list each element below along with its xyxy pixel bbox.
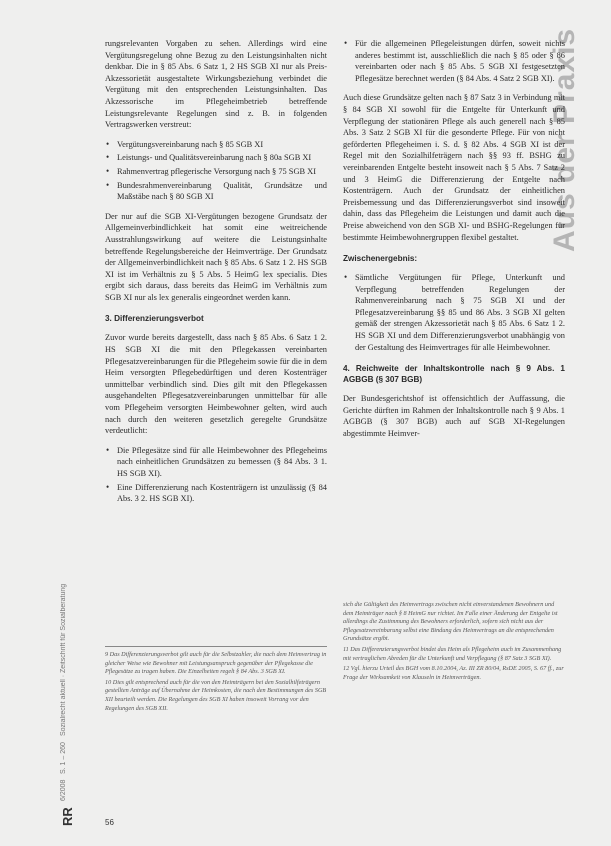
section-title: Aus der Praxis (548, 27, 581, 252)
list-item: • Eine Differenzierung nach Kostenträgern ist unzulässig (§ 84 Abs. 3 2. HS SGB XI). (117, 482, 327, 505)
paragraph: Zuvor wurde bereits dargestellt, dass nach § 85 Abs. 6 Satz 1 2. HS SGB XI die mit den Pflegekassen vereinbarten Pflegesatzvereinbarungen für die Pflegeheim sowie für die in dem Heim versorgten Pflegebedürftigen und deren Kostenträger unmittelbar verbindlich sind. Dies gilt mit den Pflegekassen ausgehandelten Pflegesatzvereinbarungen unmittelbar für alle vom Pflegeheim versorgten Heimbewohner gelten, wird auch nach durch den weiteren gesetzlich geregelte Grundsätze verdeutlicht: (105, 333, 327, 436)
footnote: 12 Vgl. hierzu Urteil des BGH vom 8.10.2004, Az. III ZR 80/04, RsDE 2005, S. 67 ff., zur Frage der Wirksamkeit von Klauseln in Heimverträgen. (343, 665, 564, 681)
journal-side-strip (60, 270, 80, 830)
bullet-list (343, 38, 565, 84)
section-heading: 3. Differenzierungsverbot (105, 314, 204, 324)
footnote: 11 Das Differenzierungsverbot bindet das Heim als Pflegeheim auch im Zusammenhang mit vertraglichen Abreden für die Unterkunft und Verpflegung (§ 87 Satz 3 SGB XI). (343, 645, 562, 662)
list-item: • Für die allgemeinen Pflegeleistungen dürfen, soweit nichts anderes bestimmt ist, ausschließlich die nach § 85 oder § 86 vereinbarten oder nach § 85 Abs. 5 SGB XI festgesetzten Pflegesätze berechnet werden (§ 84 Abs. 4 Satz 2 SGB XI). (355, 38, 565, 84)
bullet-list (105, 445, 327, 505)
list-item: • Rahmenvertrag pflegerische Versorgung nach § 75 SGB XI (117, 166, 327, 178)
left-column (105, 38, 327, 513)
footnote: 9 Das Differenzierungsverbot gilt auch für die Selbstzahler, die nach dem Heimvertrag in gleicher Weise wie Bewohner mit Leistungsanspruch gegenüber der Pflegekasse die Pflegesätze zu tragen haben. Die Einzelheiten regelt § 84 Abs. 3 SGB XI. (105, 651, 327, 676)
footnote: 10 Dies gilt entsprechend auch für die von den Heimträgern bei den Sozialhilfeträgern gestellten Anträge auf Übernahme der Heimkosten, die nach den Bestimmungen des SGB XII beurteilt werden. Die Regelungen des SGB XI haben insoweit Vorrang vor den Regelungen des SGB XII. (105, 678, 327, 712)
bullet-list (105, 139, 327, 203)
paragraph: Der Bundesgerichtshof ist offensichtlich der Auffassung, die Gerichte dürften im Rahmen der Inhaltskontrolle nach § 9 Abs. 1 AGBGB (§ 307 BGB) auch auf SGB XI-Regelungen abgestimmte Heimver- (343, 394, 565, 439)
journal-issue: 6/2008 (60, 779, 67, 802)
list-item: • Leistungs- und Qualitätsvereinbarung nach § 80a SGB XI (117, 152, 327, 164)
journal-pages: S. 1 – 260 (60, 741, 67, 774)
paragraph: rungsrelevanten Vorgaben zu sehen. Allerdings wird eine Vergütungsregelung ohne Bezug zu den Leistungsinhalten nicht denkbar. Die in § 85 Abs. 6 Satz 1, 2 HS SGB XI nur als Preis-Akzessorietät ausgestaltete Wirkungsbeziehung verbindet die Vergütung mit den entsprechenden Leistungsinhalten. Das Akzessorische im Pflegeheimbetrieb betreffende Leistungsrelevante Regelungen sind z. B. in folgenden Vertragswerken verstreut: (105, 39, 327, 130)
footnotes-right (343, 601, 565, 684)
bullet-list (343, 272, 565, 353)
journal-logo: RR (60, 807, 75, 826)
paragraph: Auch diese Grundsätze gelten nach § 87 Satz 3 in Verbindung mit § 84 SGB XI sowohl für die Entgelte für Unterkunft und Verpflegung der stationären Pflege als auch generell nach § 85 Abs. 3 Satz 2 SGB XI für die gesonderte Pflege. Für von nicht geförderten Pflegeheimen i. S. d. § 82 Abs. 4 SGB XI ist der Regel mit den Sozialhilfeträgern nach §§ 93 ff. BSHG zu vereinbarenden Entgelte besteht insoweit nach § 5 Abs. 7 Satz 2 und 3 HeimG die Differenzierung der Entgelte nach Kostenträgern. Auch der Grundsatz der einheitlichen Preisbemessung und das Differenzierungsverbot sind insoweit dahin, dass das Pflegeheim die Leistungen und damit auch die Preise abweichend von den SGB XI- und BSHG-Regelungen für bestimmte Heimbewohnergruppen flexibel gestaltet. (343, 93, 565, 242)
page-number: 56 (105, 818, 114, 827)
list-item: • Sämtliche Vergütungen für Pflege, Unterkunft und Verpflegung betreffenden Regelungen der Rahmenvereinbarung nach § 75 SGB XI und der Pflegesatzvereinbarung §§ 85 und 86 Abs. 3 SGB XI gelten gemäß der strengen Akzessorietät nach § 85 Abs. 6 Satz 1 2. HS SGB XI und dem Differenzierungsverbot unabhängig von der Gestaltung des Heimvertrages für alle Heimbewohner. (355, 272, 565, 353)
list-item: • Die Pflegesätze sind für alle Heimbewohner des Pflegeheims nach einheitlichen Grundsätzen zu bemessen (§ 84 Abs. 3 1. HS SGB XI). (117, 445, 327, 480)
footnote: sich die Gültigkeit des Heimvertrags zwischen nicht einverstandenen Bewohnern und dem Heimträger nach § 8 HeimG nur richtet. Im Falle einer Änderung der Entgelte ist allerdings die Zustimmung des Bewohners erforderlich, sofern sich nicht aus der Pflegesatzvereinbarung selbst eine Bindung des Heimvertrags an die entsprechenden Grundsätze ergibt. (343, 601, 558, 643)
right-column (343, 38, 565, 448)
journal-text: Sozialrecht aktuell · Zeitschrift für Sozialberatung (60, 583, 67, 736)
list-item: • Bundesrahmenvereinbarung Qualität, Grundsätze und Maßstäbe nach § 80 SGB XI (117, 180, 327, 203)
list-item: • Vergütungsvereinbarung nach § 85 SGB XI (117, 139, 327, 151)
paragraph: Der nur auf die SGB XI-Vergütungen bezogene Grundsatz der Allgemeinverbindlichkeit hat somit eine weitreichende Ausstrahlungswirkung auf weitere die Leistungsinhalte betreffende Regelungsbereiche der Heimverträge. Der Grundsatz der Allgemeinverbindlichkeit nach § 85 Abs. 6 Satz 1 2. HS SGB XI ist im Verhältnis zu § 5 Abs. 5 HeimG lex specialis. Dies ergibt sich daraus, dass bereits das HeimG im Verhältnis zum SGB XI nur als lex generalis eingeordnet werden kann. (105, 211, 327, 302)
section-heading: 4. Reichweite der Inhaltskontrolle nach § 9 Abs. 1 AGBGB (§ 307 BGB) (343, 364, 565, 385)
subheading: Zwischenergebnis: (343, 254, 418, 264)
footnotes-left (105, 646, 327, 715)
